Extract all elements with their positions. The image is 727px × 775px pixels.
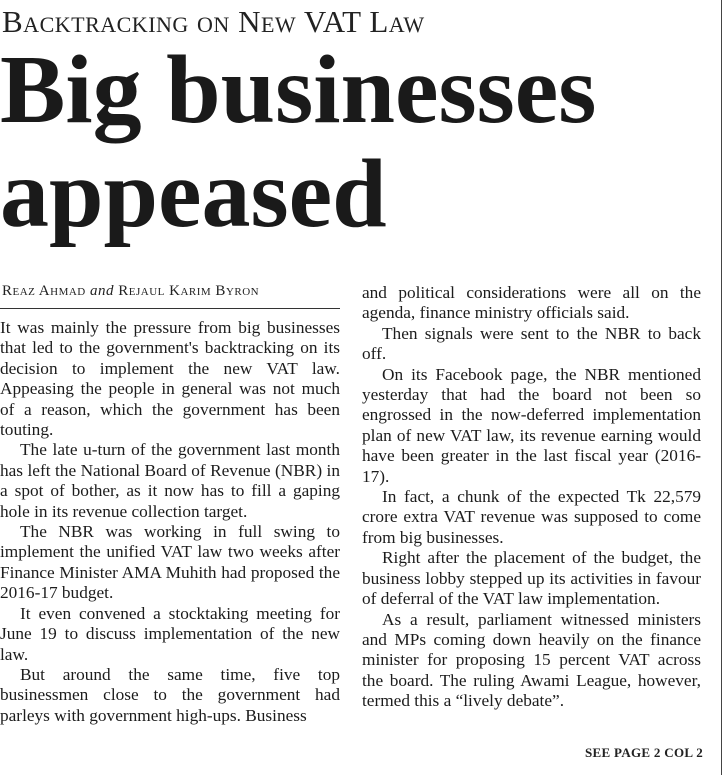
- headline-line-2: appeased: [0, 140, 387, 248]
- paragraph: The NBR was working in full swing to implement the unified VAT law two weeks after Finance Minister AMA Muhith had proposed the 2016-17 budget.: [0, 522, 340, 603]
- jump-line: SEE PAGE 2 COL 2: [585, 745, 703, 760]
- kicker: Backtracking on New VAT Law: [2, 4, 425, 39]
- paragraph: On its Facebook page, the NBR mentioned yesterday that had the board not been so engrossed in the now-deferred implementation plan of new VAT law, its revenue earning would have been greater in the last fiscal year (2016-17).: [362, 364, 701, 486]
- paragraph: It was mainly the pressure from big businesses that led to the government's backtracking on its decision to implement the new VAT law. Appeasing the people in general was not much of a reason, which the government has been touting.: [0, 318, 340, 440]
- paragraph: and political considerations were all on the agenda, finance ministry officials said.: [362, 283, 701, 323]
- byline-author-2: Rejaul Karim Byron: [118, 283, 260, 299]
- byline-rule: [0, 308, 340, 309]
- byline-connector: and: [90, 283, 115, 299]
- article-column-2: [362, 283, 701, 712]
- headline-line-1: Big businesses: [0, 36, 597, 144]
- paragraph: But around the same time, five top businessmen close to the government had parleys with government high-ups. Business: [0, 664, 340, 725]
- headline: [0, 38, 715, 246]
- paragraph: As a result, parliament witnessed ministers and MPs coming down heavily on the finance minister for proposing 15 percent VAT across the board. The ruling Awami League, however, termed this a “lively debate”.: [362, 609, 701, 711]
- column-rule: [721, 0, 722, 775]
- byline-author-1: Reaz Ahmad: [2, 283, 86, 299]
- paragraph: In fact, a chunk of the expected Tk 22,579 crore extra VAT revenue was supposed to come from big businesses.: [362, 487, 701, 547]
- paragraph: Right after the placement of the budget, the business lobby stepped up its activities in favour of deferral of the VAT law implementation.: [362, 548, 701, 609]
- article-column-1: [0, 318, 340, 726]
- paragraph: Then signals were sent to the NBR to back off.: [362, 323, 701, 364]
- paragraph: The late u-turn of the government last month has left the National Board of Revenue (NBR) in a spot of bother, as it now has to fill a gaping hole in its revenue collection target.: [0, 440, 340, 521]
- paragraph: It even convened a stocktaking meeting for June 19 to discuss implementation of the new law.: [0, 603, 340, 664]
- byline: [2, 283, 259, 300]
